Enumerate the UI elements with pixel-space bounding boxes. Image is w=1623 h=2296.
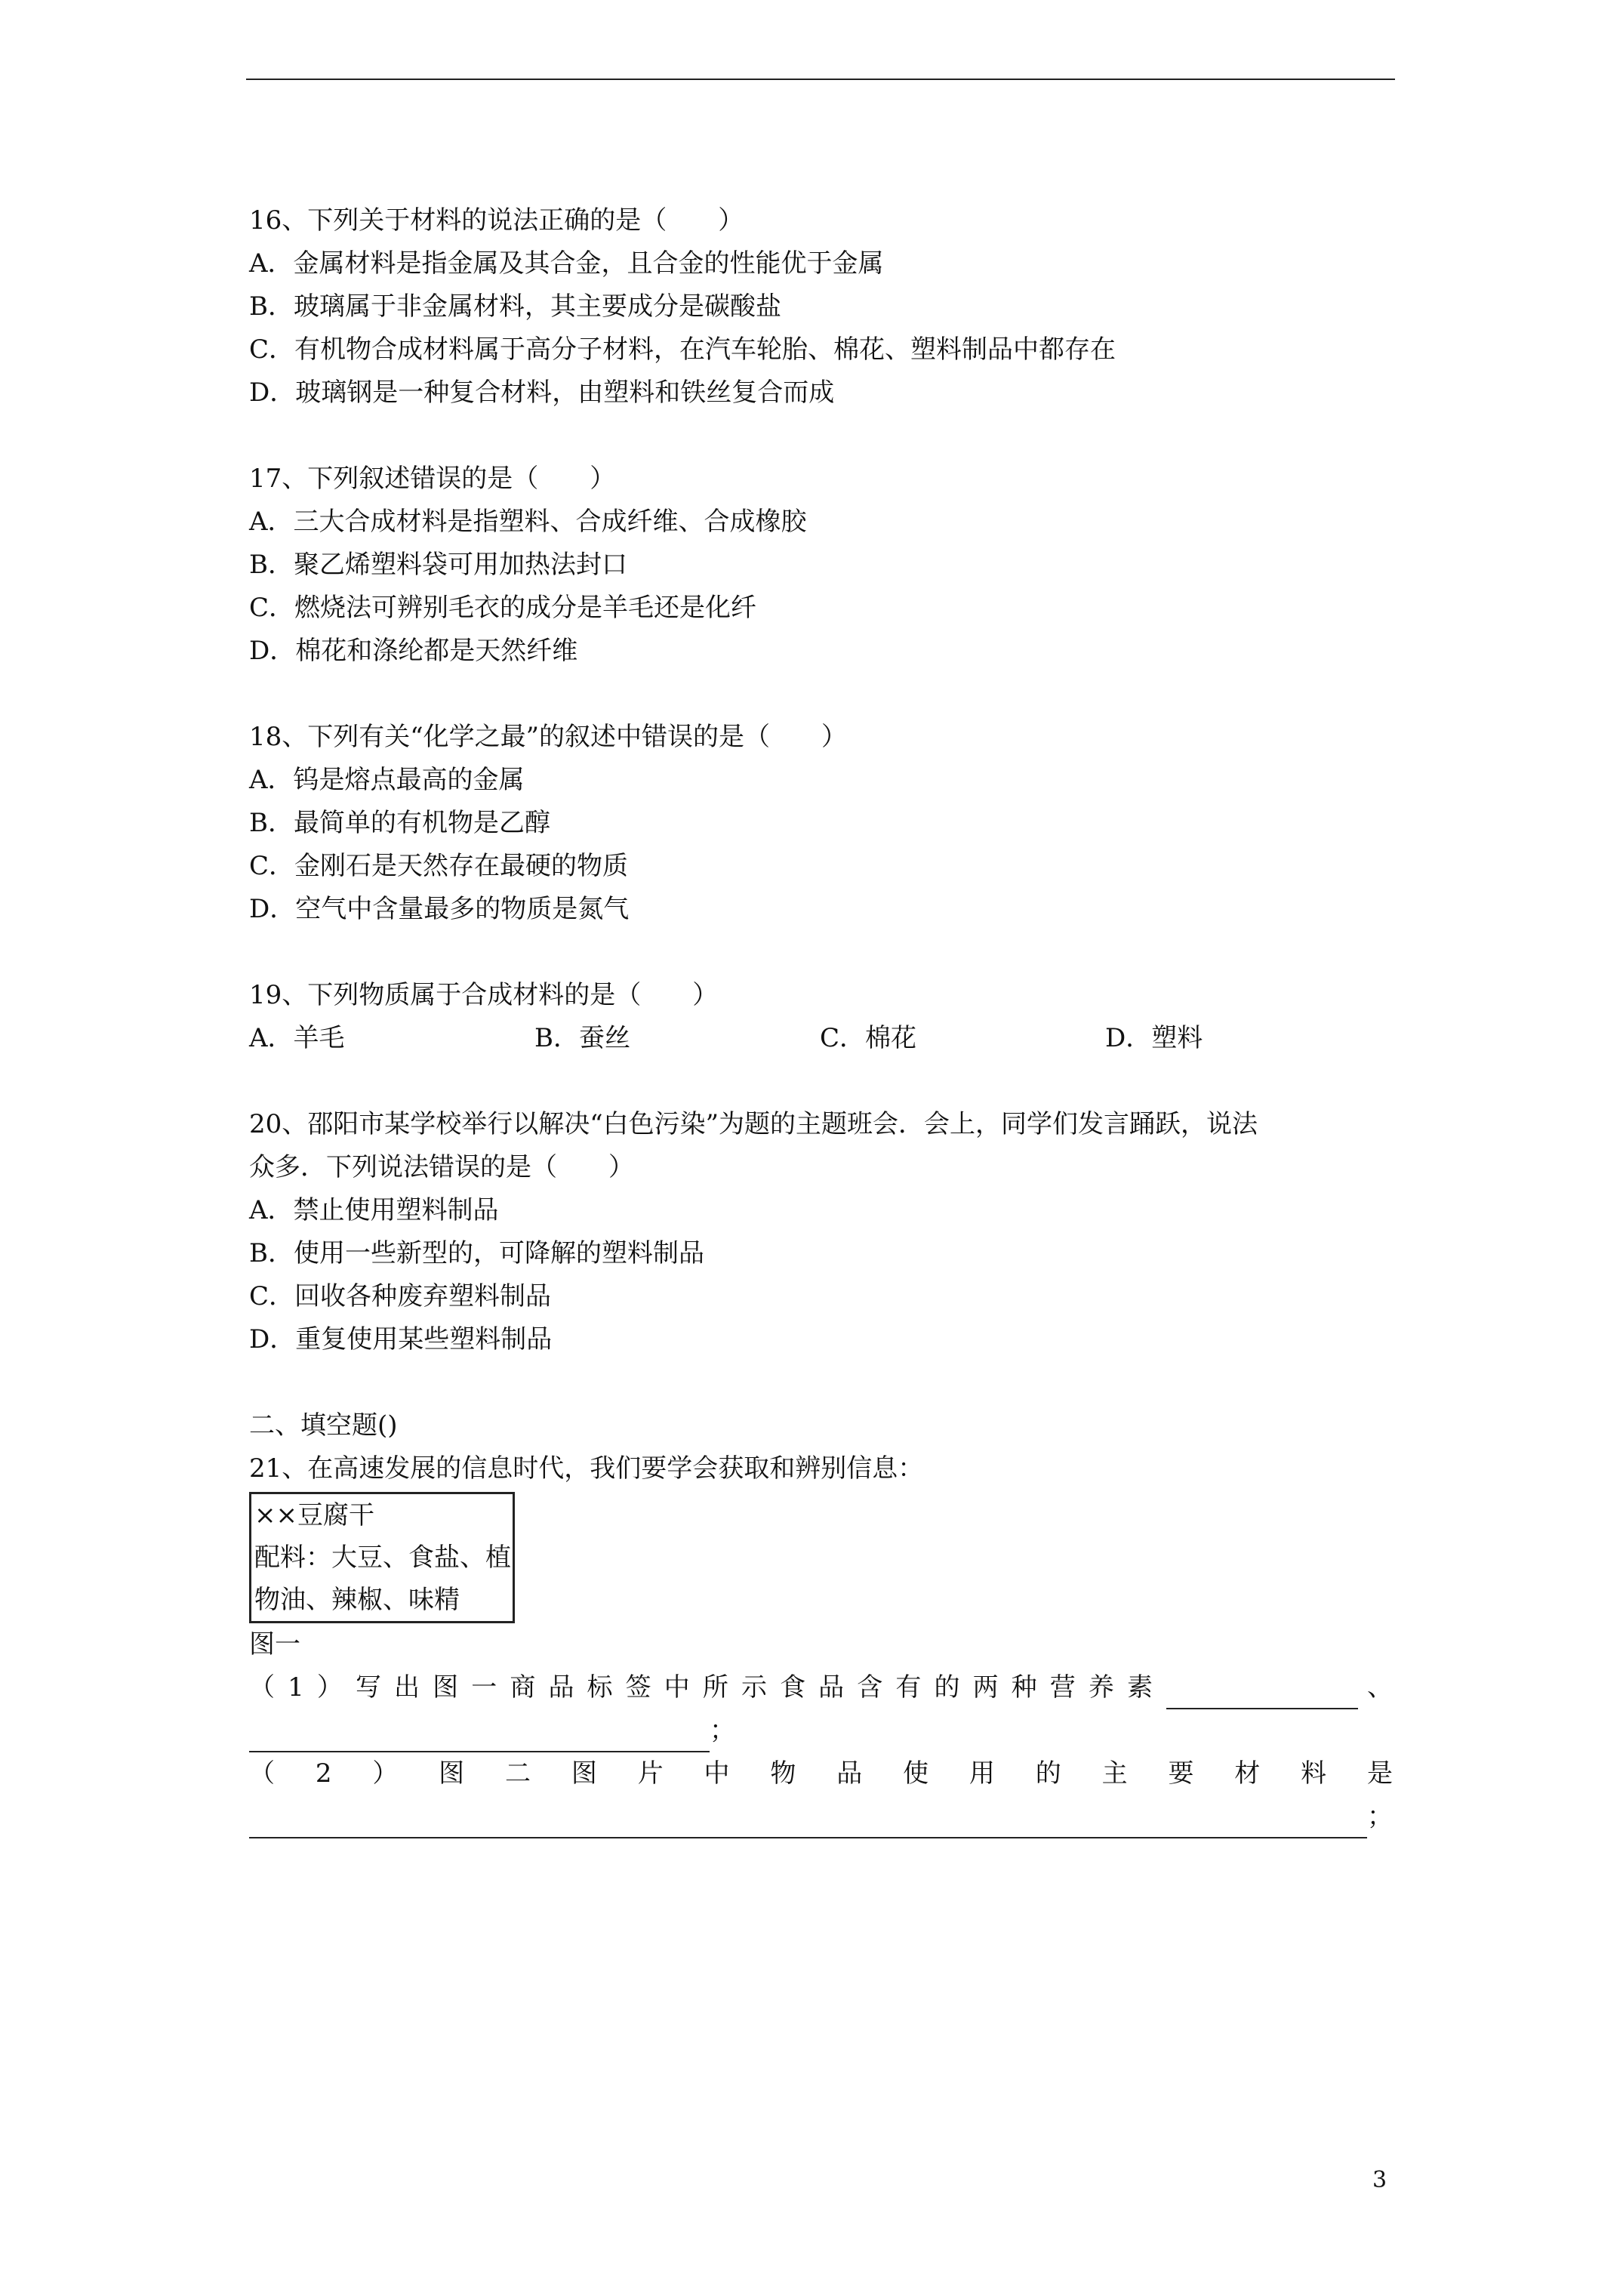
option-b: B．玻璃属于非金属材料，其主要成分是碳酸盐 [249,291,781,322]
section-heading: 二、填空题() [249,1410,398,1441]
question-stem: 17、下列叙述错误的是（ ） [249,464,616,494]
question-19 [249,974,1393,1060]
option-c: C．金刚石是天然存在最硬的物质 [249,851,629,881]
figure-caption: 图一 [249,1629,300,1660]
question-stem: 21、在高速发展的信息时代，我们要学会获取和辨别信息： [249,1453,924,1484]
question-stem: 18、下列有关“化学之最”的叙述中错误的是（ ） [249,722,848,752]
option-c: C．有机物合成材料属于高分子材料，在汽车轮胎、棉花、塑料制品中都存在 [249,334,1116,365]
header-rule [246,79,1395,80]
option-d: D．重复使用某些塑料制品 [249,1324,553,1354]
product-name: ××豆腐干 [254,1500,374,1530]
question-stem: 19、下列物质属于合成材料的是（ ） [249,980,719,1010]
question-stem-line-1: 20、邵阳市某学校举行以解决“白色污染”为题的主题班会．会上，同学们发言踊跃，说法 [249,1109,1258,1139]
option-a: A．钨是熔点最高的金属 [249,765,525,795]
question-stem-line-2: 众多．下列说法错误的是（ ） [249,1152,634,1182]
answer-blank-1[interactable] [1166,1676,1358,1709]
separator: 、 [1367,1672,1393,1703]
option-a: A．禁止使用塑料制品 [249,1195,499,1225]
option-c: C．棉花 [820,1023,917,1053]
subquestion-1-end: ； [710,1715,735,1746]
options-row [249,1017,1393,1060]
option-d: D．棉花和涤纶都是天然纤维 [249,636,578,666]
question-18 [249,716,1393,931]
option-b: B．聚乙烯塑料袋可用加热法封口 [249,550,627,580]
question-20 [249,1103,1393,1361]
subquestion-2-continued [249,1795,1393,1838]
subquestion-1-text: （1）写出图一商品标签中所示食品含有的两种营养素 [249,1672,1153,1703]
option-b: B．使用一些新型的，可降解的塑料制品 [249,1238,704,1268]
option-a: A．羊毛 [249,1023,345,1053]
question-21 [249,1447,1393,1838]
answer-blank-3[interactable] [249,1805,1367,1838]
option-b: B．蚕丝 [534,1023,630,1053]
document-body [249,199,1393,1838]
option-d: D．塑料 [1105,1023,1203,1053]
option-b: B．最简单的有机物是乙醇 [249,808,550,838]
subquestion-2-end: ； [1367,1801,1393,1832]
option-c: C．燃烧法可辨别毛衣的成分是羊毛还是化纤 [249,593,757,623]
subquestion-1-continued [249,1709,1393,1752]
question-16 [249,199,1393,415]
answer-blank-2[interactable] [249,1719,710,1752]
subquestion-2-text: （2）图二图片中物品使用的主要材料是 [249,1758,1393,1789]
product-label-box [249,1492,515,1623]
ingredients-line-1: 配料：大豆、食盐、植 [254,1542,511,1573]
subquestion-1 [249,1666,1393,1709]
option-a: A．金属材料是指金属及其合金，且合金的性能优于金属 [249,248,884,279]
option-d: D．玻璃钢是一种复合材料，由塑料和铁丝复合而成 [249,378,835,408]
ingredients-line-2: 物油、辣椒、味精 [254,1585,460,1615]
question-stem: 16、下列关于材料的说法正确的是（ ） [249,205,744,236]
option-d: D．空气中含量最多的物质是氮气 [249,894,630,924]
page-number: 3 [1372,2167,1387,2193]
question-17 [249,458,1393,673]
option-c: C．回收各种废弃塑料制品 [249,1281,552,1311]
option-a: A．三大合成材料是指塑料、合成纤维、合成橡胶 [249,507,807,537]
